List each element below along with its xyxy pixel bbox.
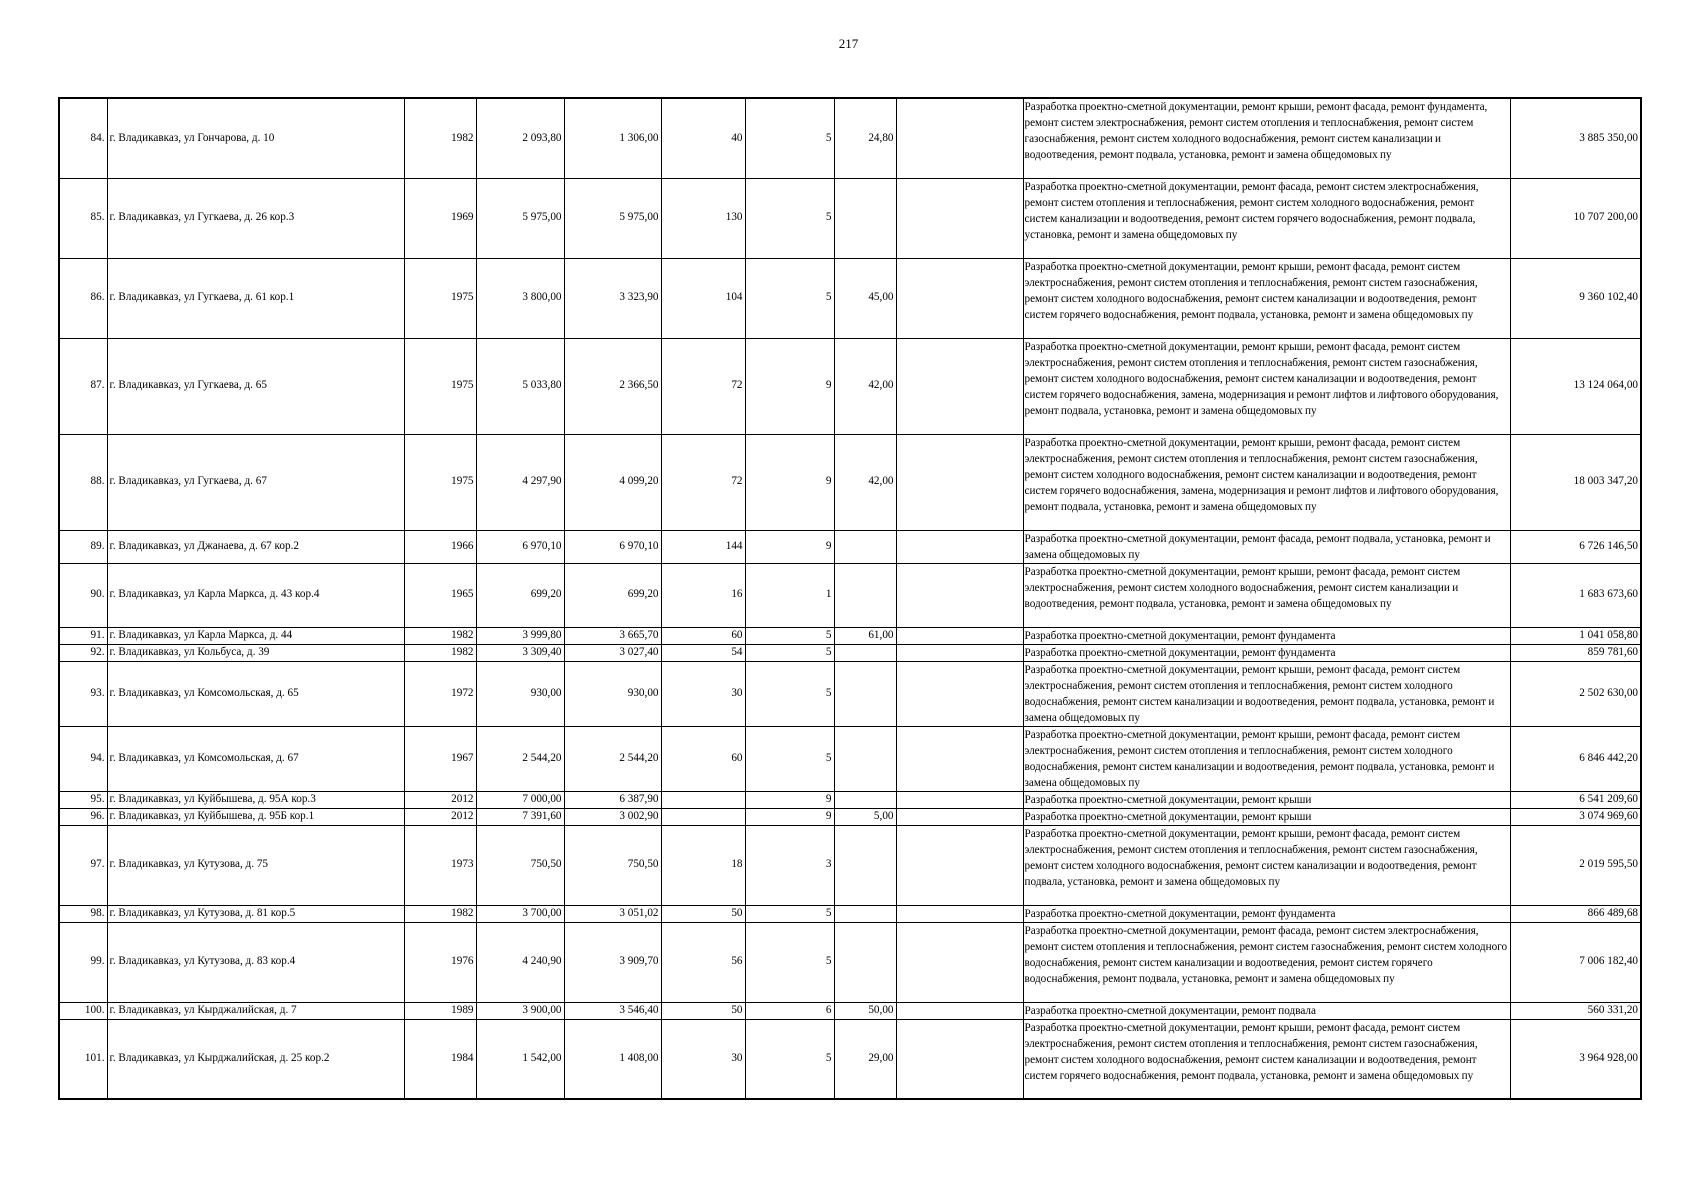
cell-floors: 5 (745, 661, 834, 726)
cell-works: Разработка проектно-сметной документации, ремонт крыши, ремонт фасада, ремонт систем электроснабжения, ремонт систем отопления и теплоснабжения, ремонт систем газоснабжения, ремонт систем холодного водоснабжения, ремонт систем канализации и водоотведения, ремонт подвала, установка, ремонт и замена общедомовых пу (1023, 825, 1510, 905)
cell-works: Разработка проектно-сметной документации, ремонт фасада, ремонт систем электроснабжения, ремонт систем отопления и теплоснабжения, ремонт систем газоснабжения, ремонт систем холодного водоснабжения, ремонт систем канализации и водоотведения, ремонт систем горячего водоснабжения, ремонт подвала, установка, ремонт и замена общедомовых пу (1023, 922, 1510, 1002)
cell-total-area: 3 900,00 (476, 1002, 564, 1019)
cell-year: 2012 (404, 791, 476, 808)
cell-total-area: 6 970,10 (476, 530, 564, 563)
cell-residents: 18 (661, 825, 745, 905)
cell-cost: 1 041 058,80 (1510, 627, 1641, 644)
cell-total-area: 7 391,60 (476, 808, 564, 825)
cell-wear: 61,00 (834, 627, 896, 644)
cell-total-area: 1 542,00 (476, 1019, 564, 1099)
cell-number: 97. (59, 825, 107, 905)
cell-extra (896, 530, 1023, 563)
cell-living-area: 6 387,90 (564, 791, 661, 808)
cell-number: 91. (59, 627, 107, 644)
cell-cost: 18 003 347,20 (1510, 434, 1641, 530)
cell-extra (896, 644, 1023, 661)
cell-cost: 2 019 595,50 (1510, 825, 1641, 905)
cell-number: 101. (59, 1019, 107, 1099)
cell-number: 92. (59, 644, 107, 661)
cell-living-area: 2 366,50 (564, 338, 661, 434)
cell-year: 1982 (404, 98, 476, 178)
cell-floors: 9 (745, 338, 834, 434)
cell-residents: 72 (661, 338, 745, 434)
cell-address: г. Владикавказ, ул Гугкаева, д. 26 кор.3 (107, 178, 404, 258)
cell-number: 90. (59, 563, 107, 627)
cell-total-area: 3 309,40 (476, 644, 564, 661)
cell-address: г. Владикавказ, ул Куйбышева, д. 95Б кор.1 (107, 808, 404, 825)
cell-extra (896, 178, 1023, 258)
cell-year: 1989 (404, 1002, 476, 1019)
cell-address: г. Владикавказ, ул Карла Маркса, д. 44 (107, 627, 404, 644)
cell-total-area: 930,00 (476, 661, 564, 726)
cell-living-area: 699,20 (564, 563, 661, 627)
cell-total-area: 699,20 (476, 563, 564, 627)
table-row (59, 905, 1641, 922)
cell-residents: 40 (661, 98, 745, 178)
cell-extra (896, 825, 1023, 905)
cell-living-area: 5 975,00 (564, 178, 661, 258)
cell-total-area: 3 700,00 (476, 905, 564, 922)
cell-floors: 5 (745, 627, 834, 644)
cell-floors: 1 (745, 563, 834, 627)
cell-cost: 6 846 442,20 (1510, 726, 1641, 791)
cell-works: Разработка проектно-сметной документации, ремонт крыши, ремонт фасада, ремонт систем электроснабжения, ремонт систем холодного водоснабжения, ремонт систем канализации и водоотведения, ремонт подвала, установка, ремонт и замена общедомовых пу (1023, 563, 1510, 627)
cell-residents: 30 (661, 1019, 745, 1099)
table-row (59, 791, 1641, 808)
cell-cost: 3 885 350,00 (1510, 98, 1641, 178)
cell-living-area: 1 408,00 (564, 1019, 661, 1099)
cell-cost: 1 683 673,60 (1510, 563, 1641, 627)
cell-address: г. Владикавказ, ул Куйбышева, д. 95А кор.3 (107, 791, 404, 808)
cell-year: 1976 (404, 922, 476, 1002)
cell-number: 85. (59, 178, 107, 258)
cell-residents: 54 (661, 644, 745, 661)
cell-works: Разработка проектно-сметной документации, ремонт крыши, ремонт фасада, ремонт систем электроснабжения, ремонт систем отопления и теплоснабжения, ремонт систем газоснабжения, ремонт систем холодного водоснабжения, ремонт систем канализации и водоотведения, ремонт систем горячего водоснабжения, ремонт подвала, установка, ремонт и замена общедомовых пу (1023, 1019, 1510, 1099)
table-row (59, 258, 1641, 338)
cell-living-area: 2 544,20 (564, 726, 661, 791)
cell-cost: 859 781,60 (1510, 644, 1641, 661)
cell-extra (896, 661, 1023, 726)
cell-residents: 130 (661, 178, 745, 258)
cell-year: 1982 (404, 905, 476, 922)
table-row (59, 178, 1641, 258)
cell-residents: 144 (661, 530, 745, 563)
cell-address: г. Владикавказ, ул Гугкаева, д. 65 (107, 338, 404, 434)
cell-floors: 5 (745, 1019, 834, 1099)
cell-number: 88. (59, 434, 107, 530)
cell-floors: 9 (745, 791, 834, 808)
cell-living-area: 930,00 (564, 661, 661, 726)
cell-extra (896, 563, 1023, 627)
cell-works: Разработка проектно-сметной документации, ремонт фундамента (1023, 627, 1510, 644)
cell-total-area: 4 297,90 (476, 434, 564, 530)
cell-total-area: 2 544,20 (476, 726, 564, 791)
cell-cost: 560 331,20 (1510, 1002, 1641, 1019)
cell-residents: 50 (661, 905, 745, 922)
cell-extra (896, 1019, 1023, 1099)
table-row (59, 563, 1641, 627)
cell-number: 98. (59, 905, 107, 922)
cell-year: 1975 (404, 434, 476, 530)
cell-cost: 9 360 102,40 (1510, 258, 1641, 338)
cell-address: г. Владикавказ, ул Кольбуса, д. 39 (107, 644, 404, 661)
cell-floors: 5 (745, 726, 834, 791)
cell-year: 1967 (404, 726, 476, 791)
cell-wear: 5,00 (834, 808, 896, 825)
cell-total-area: 3 800,00 (476, 258, 564, 338)
cell-residents: 50 (661, 1002, 745, 1019)
cell-wear: 45,00 (834, 258, 896, 338)
cell-cost: 3 964 928,00 (1510, 1019, 1641, 1099)
cell-number: 95. (59, 791, 107, 808)
cell-residents: 30 (661, 661, 745, 726)
table-row (59, 530, 1641, 563)
cell-year: 1975 (404, 258, 476, 338)
cell-works: Разработка проектно-сметной документации, ремонт подвала (1023, 1002, 1510, 1019)
table-row (59, 434, 1641, 530)
cell-wear: 24,80 (834, 98, 896, 178)
cell-cost: 6 541 209,60 (1510, 791, 1641, 808)
cell-address: г. Владикавказ, ул Гугкаева, д. 67 (107, 434, 404, 530)
cell-floors: 5 (745, 258, 834, 338)
cell-residents: 104 (661, 258, 745, 338)
cell-wear (834, 905, 896, 922)
cell-address: г. Владикавказ, ул Кырджалийская, д. 7 (107, 1002, 404, 1019)
cell-works: Разработка проектно-сметной документации, ремонт крыши, ремонт фасада, ремонт систем электроснабжения, ремонт систем отопления и теплоснабжения, ремонт систем холодного водоснабжения, ремонт систем канализации и водоотведения, ремонт подвала, установка, ремонт и замена общедомовых пу (1023, 661, 1510, 726)
table-row (59, 808, 1641, 825)
cell-extra (896, 627, 1023, 644)
cell-extra (896, 1002, 1023, 1019)
cell-number: 84. (59, 98, 107, 178)
cell-address: г. Владикавказ, ул Комсомольская, д. 67 (107, 726, 404, 791)
cell-year: 1982 (404, 644, 476, 661)
cell-works: Разработка проектно-сметной документации, ремонт крыши, ремонт фасада, ремонт систем электроснабжения, ремонт систем отопления и теплоснабжения, ремонт систем газоснабжения, ремонт систем холодного водоснабжения, ремонт систем канализации и водоотведения, ремонт систем горячего водоснабжения, ремонт подвала, установка, ремонт и замена общедомовых пу (1023, 258, 1510, 338)
cell-number: 93. (59, 661, 107, 726)
cell-residents: 56 (661, 922, 745, 1002)
cell-wear: 50,00 (834, 1002, 896, 1019)
cell-living-area: 750,50 (564, 825, 661, 905)
cell-address: г. Владикавказ, ул Гугкаева, д. 61 кор.1 (107, 258, 404, 338)
cell-works: Разработка проектно-сметной документации, ремонт крыши, ремонт фасада, ремонт фундамента, ремонт систем электроснабжения, ремонт систем отопления и теплоснабжения, ремонт систем газоснабжения, ремонт систем холодного водоснабжения, ремонт систем канализации и водоотведения, ремонт подвала, установка, ремонт и замена общедомовых пу (1023, 98, 1510, 178)
cell-floors: 9 (745, 530, 834, 563)
cell-residents: 60 (661, 726, 745, 791)
cell-total-area: 4 240,90 (476, 922, 564, 1002)
cell-total-area: 5 033,80 (476, 338, 564, 434)
cell-living-area: 3 002,90 (564, 808, 661, 825)
cell-address: г. Владикавказ, ул Кутузова, д. 83 кор.4 (107, 922, 404, 1002)
table-row (59, 922, 1641, 1002)
cell-floors: 3 (745, 825, 834, 905)
cell-number: 89. (59, 530, 107, 563)
cell-floors: 5 (745, 644, 834, 661)
cell-wear: 42,00 (834, 338, 896, 434)
cell-works: Разработка проектно-сметной документации, ремонт фасада, ремонт подвала, установка, ремонт и замена общедомовых пу (1023, 530, 1510, 563)
table-container (58, 97, 1642, 1100)
cell-floors: 5 (745, 905, 834, 922)
cell-number: 99. (59, 922, 107, 1002)
cell-total-area: 7 000,00 (476, 791, 564, 808)
cell-works: Разработка проектно-сметной документации, ремонт крыши, ремонт фасада, ремонт систем электроснабжения, ремонт систем отопления и теплоснабжения, ремонт систем газоснабжения, ремонт систем холодного водоснабжения, ремонт систем канализации и водоотведения, ремонт систем горячего водоснабжения, замена, модернизация и ремонт лифтов и лифтового оборудования, ремонт подвала, установка, ремонт и замена общедомовых пу (1023, 338, 1510, 434)
cell-cost: 6 726 146,50 (1510, 530, 1641, 563)
cell-extra (896, 98, 1023, 178)
cell-wear (834, 644, 896, 661)
cell-wear: 29,00 (834, 1019, 896, 1099)
cell-total-area: 3 999,80 (476, 627, 564, 644)
cell-living-area: 3 323,90 (564, 258, 661, 338)
cell-number: 87. (59, 338, 107, 434)
page-number: 217 (838, 36, 859, 51)
cell-address: г. Владикавказ, ул Карла Маркса, д. 43 кор.4 (107, 563, 404, 627)
cell-year: 2012 (404, 808, 476, 825)
cell-number: 96. (59, 808, 107, 825)
cell-address: г. Владикавказ, ул Гончарова, д. 10 (107, 98, 404, 178)
cell-extra (896, 922, 1023, 1002)
cell-total-area: 2 093,80 (476, 98, 564, 178)
cell-works: Разработка проектно-сметной документации, ремонт фундамента (1023, 905, 1510, 922)
table-row (59, 661, 1641, 726)
table-row (59, 825, 1641, 905)
cell-cost: 7 006 182,40 (1510, 922, 1641, 1002)
cell-year: 1966 (404, 530, 476, 563)
cell-floors: 5 (745, 922, 834, 1002)
cell-living-area: 3 546,40 (564, 1002, 661, 1019)
cell-works: Разработка проектно-сметной документации, ремонт фасада, ремонт систем электроснабжения, ремонт систем отопления и теплоснабжения, ремонт систем холодного водоснабжения, ремонт систем канализации и водоотведения, ремонт систем горячего водоснабжения, ремонт подвала, установка, ремонт и замена общедомовых пу (1023, 178, 1510, 258)
cell-year: 1984 (404, 1019, 476, 1099)
cell-residents: 16 (661, 563, 745, 627)
cell-address: г. Владикавказ, ул Джанаева, д. 67 кор.2 (107, 530, 404, 563)
cell-wear (834, 661, 896, 726)
cell-wear: 42,00 (834, 434, 896, 530)
cell-extra (896, 258, 1023, 338)
cell-extra (896, 808, 1023, 825)
housing-repair-table (58, 97, 1642, 1100)
cell-number: 94. (59, 726, 107, 791)
cell-wear (834, 726, 896, 791)
cell-floors: 5 (745, 178, 834, 258)
table-body (59, 98, 1641, 1099)
cell-living-area: 1 306,00 (564, 98, 661, 178)
cell-total-area: 5 975,00 (476, 178, 564, 258)
cell-number: 86. (59, 258, 107, 338)
table-row (59, 1002, 1641, 1019)
cell-works: Разработка проектно-сметной документации, ремонт крыши (1023, 808, 1510, 825)
cell-year: 1972 (404, 661, 476, 726)
cell-address: г. Владикавказ, ул Кутузова, д. 81 кор.5 (107, 905, 404, 922)
cell-floors: 6 (745, 1002, 834, 1019)
cell-residents (661, 808, 745, 825)
cell-wear (834, 563, 896, 627)
cell-number: 100. (59, 1002, 107, 1019)
cell-year: 1975 (404, 338, 476, 434)
cell-year: 1973 (404, 825, 476, 905)
cell-works: Разработка проектно-сметной документации, ремонт крыши, ремонт фасада, ремонт систем электроснабжения, ремонт систем отопления и теплоснабжения, ремонт систем газоснабжения, ремонт систем холодного водоснабжения, ремонт систем канализации и водоотведения, ремонт систем горячего водоснабжения, замена, модернизация и ремонт лифтов и лифтового оборудования, ремонт подвала, установка, ремонт и замена общедомовых пу (1023, 434, 1510, 530)
cell-living-area: 3 051,02 (564, 905, 661, 922)
cell-year: 1969 (404, 178, 476, 258)
cell-cost: 10 707 200,00 (1510, 178, 1641, 258)
cell-wear (834, 530, 896, 563)
cell-cost: 3 074 969,60 (1510, 808, 1641, 825)
table-row (59, 644, 1641, 661)
cell-address: г. Владикавказ, ул Комсомольская, д. 65 (107, 661, 404, 726)
cell-address: г. Владикавказ, ул Кутузова, д. 75 (107, 825, 404, 905)
table-row (59, 627, 1641, 644)
cell-total-area: 750,50 (476, 825, 564, 905)
table-row (59, 1019, 1641, 1099)
cell-extra (896, 905, 1023, 922)
cell-wear (834, 922, 896, 1002)
cell-residents: 72 (661, 434, 745, 530)
cell-address: г. Владикавказ, ул Кырджалийская, д. 25 кор.2 (107, 1019, 404, 1099)
cell-extra (896, 338, 1023, 434)
cell-works: Разработка проектно-сметной документации, ремонт крыши (1023, 791, 1510, 808)
cell-wear (834, 791, 896, 808)
cell-wear (834, 178, 896, 258)
cell-cost: 866 489,68 (1510, 905, 1641, 922)
cell-living-area: 3 665,70 (564, 627, 661, 644)
cell-residents: 60 (661, 627, 745, 644)
cell-year: 1965 (404, 563, 476, 627)
cell-living-area: 3 909,70 (564, 922, 661, 1002)
cell-floors: 5 (745, 98, 834, 178)
cell-wear (834, 825, 896, 905)
cell-extra (896, 726, 1023, 791)
table-row (59, 98, 1641, 178)
cell-works: Разработка проектно-сметной документации, ремонт крыши, ремонт фасада, ремонт систем электроснабжения, ремонт систем отопления и теплоснабжения, ремонт систем холодного водоснабжения, ремонт систем канализации и водоотведения, ремонт подвала, установка, ремонт и замена общедомовых пу (1023, 726, 1510, 791)
cell-extra (896, 434, 1023, 530)
cell-living-area: 3 027,40 (564, 644, 661, 661)
cell-floors: 9 (745, 434, 834, 530)
cell-year: 1982 (404, 627, 476, 644)
cell-living-area: 6 970,10 (564, 530, 661, 563)
cell-living-area: 4 099,20 (564, 434, 661, 530)
cell-extra (896, 791, 1023, 808)
table-row (59, 338, 1641, 434)
cell-cost: 13 124 064,00 (1510, 338, 1641, 434)
cell-residents (661, 791, 745, 808)
cell-floors: 9 (745, 808, 834, 825)
cell-cost: 2 502 630,00 (1510, 661, 1641, 726)
table-row (59, 726, 1641, 791)
cell-works: Разработка проектно-сметной документации, ремонт фундамента (1023, 644, 1510, 661)
